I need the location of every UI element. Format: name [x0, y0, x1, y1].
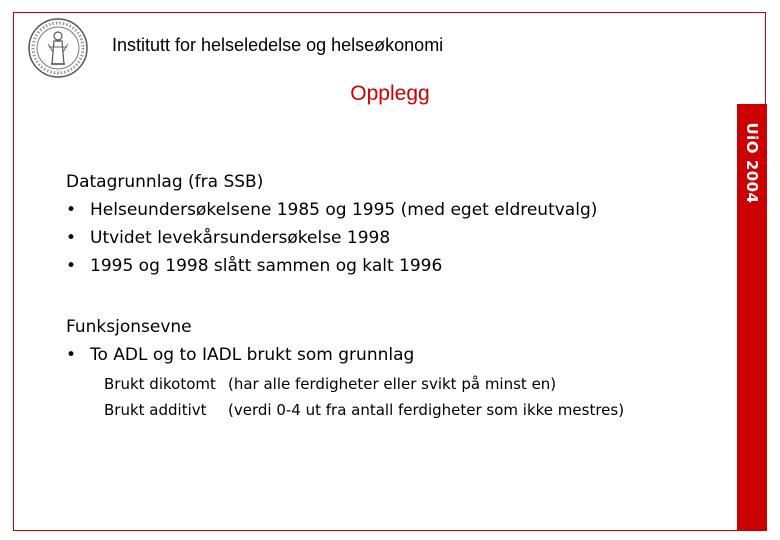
bullet-icon: • [66, 345, 77, 365]
bullet-text: To ADL og to IADL brukt som grunnlag [90, 345, 415, 365]
function-section [66, 313, 624, 423]
bullet-text: Utvidet levekårsundersøkelse 1998 [90, 228, 391, 248]
data-section [66, 168, 597, 280]
sub-item [66, 397, 624, 423]
university-seal-icon [27, 17, 89, 79]
sub-list [66, 371, 624, 423]
data-heading: Datagrunnlag (fra SSB) [66, 172, 264, 192]
slide-title: Opplegg [350, 82, 430, 105]
side-label: UiO 2004 [743, 122, 761, 204]
sub-item-label: Brukt additivt [104, 401, 207, 419]
sub-item-text: (verdi 0-4 ut fra antall ferdigheter som ikke mestres) [228, 401, 625, 419]
bullet-icon: • [66, 228, 77, 248]
bullet-icon: • [66, 256, 77, 276]
bullet-icon: • [66, 200, 77, 220]
bullet-text: 1995 og 1998 slått sammen og kalt 1996 [90, 256, 443, 276]
list-item [66, 252, 597, 280]
sub-item-text: (har alle ferdigheter eller svikt på minst en) [228, 375, 557, 393]
bullet-text: Helseundersøkelsene 1985 og 1995 (med eget eldreutvalg) [90, 200, 598, 220]
list-item [66, 196, 597, 224]
list-item [66, 341, 624, 369]
list-item [66, 224, 597, 252]
sub-item [66, 371, 624, 397]
sub-item-label: Brukt dikotomt [104, 375, 216, 393]
function-heading: Funksjonsevne [66, 317, 192, 337]
institute-title: Institutt for helseledelse og helseøkonomi [112, 35, 444, 55]
